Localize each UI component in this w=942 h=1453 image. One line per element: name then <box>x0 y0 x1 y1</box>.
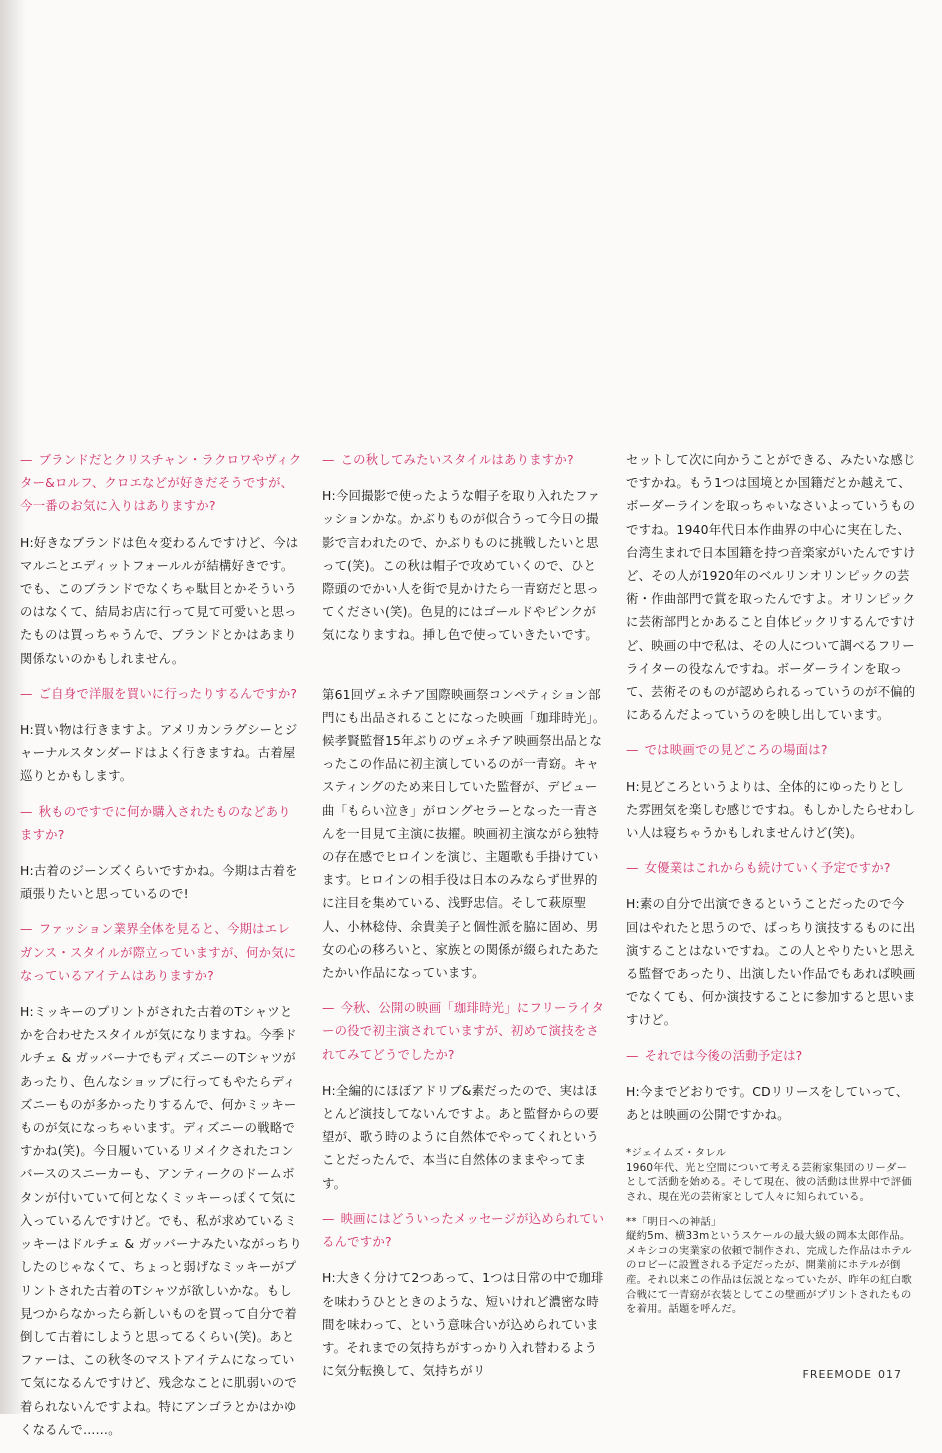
interview-answer: H:全編的にほぼアドリブ&素だったので、実はほとんど演技してないんですよ。あと監督からの要望が、歌う時のように自然体でやってくれということだったんで、本当に自然体のままやってます。 <box>322 1082 599 1191</box>
page-number: 017 <box>878 1368 902 1381</box>
question-dash: — <box>626 860 639 876</box>
interview-question <box>322 996 608 1066</box>
question-text: 今秋、公開の映画「珈琲時光」にフリーライターの役で初主演されていますが、初めて演技をされてみてどうでしたか? <box>322 1000 605 1062</box>
interview-answer: セットして次に向かうことができる、みたいな感じですかね。もう1つは国境とか国籍だとか越えて、ボーダーラインを取っちゃいなさいよっていうものですね。1940年代日本作曲界の中心に実在した、台湾生まれで日本国籍を持つ音楽家がいたんですけど、その人が1920年のベルリンオリンピックの芸術・作曲部門で賞を取ったんですよ。オリンピックに芸術部門とかあること自体ビックリするんですけど、映画の中で私は、その人について調べるフリーライターの役なんですね。ボーダーラインを取って、芸術そのものが認められるっていうのが不偏的にあるんだよっていうのを映し出しています。 <box>626 452 916 723</box>
question-dash: — <box>626 1047 639 1063</box>
interview-answer: H:買い物は行きますよ。アメリカンラグシーとジャーナルスタンダードはよく行きますね。古着屋巡りとかもします。 <box>20 722 298 784</box>
footnote-title-myth: **「明日への神話」 <box>626 1215 722 1228</box>
interview-question <box>626 738 916 761</box>
question-text: ファッション業界全体を見ると、今期はエレガンス・スタイルが際立っていますが、何か気になっているアイテムはありますか? <box>20 921 297 983</box>
question-dash: — <box>626 742 639 758</box>
question-text: この秋してみたいスタイルはありますか? <box>340 452 574 467</box>
question-dash: — <box>20 452 33 467</box>
footnotes <box>626 1146 916 1317</box>
article-column-2 <box>322 448 608 1394</box>
question-text: それでは今後の活動予定は? <box>644 1047 803 1063</box>
interview-question <box>626 1044 916 1067</box>
footnote-title-turrell: *ジェイムズ・タレル <box>626 1147 727 1160</box>
interview-answer: H:ミッキーのプリントがされた古着のTシャツとかを合わせたスタイルが気になりますね。今季ドルチェ & ガッバーナでもディズニーのTシャツがあったり、色んなショップに行ってもやたらディズニーものが多かったりするんで、何かミッキーものが気になっちゃいます。ディズニーの戦略ですかね(笑)。今日履いているリメイクされたコンバースのスニーカーも、アンティークのドームボタンが付いていて何となくミッキーっぽくて気に入っているんですけど。でも、私が求めているミッキーはドルチェ & ガッバーナみたいながっちりしたのじゃなくて、ちょっと弱げなミッキーがプリントされた古着のTシャツが欲しいかな。もし見つからなかったら新しいものを買って自分で着倒して古着にしようと思ってるくらい(笑)。あとファーは、この秋冬のマストアイテムになっていて気になるんですけど、残念なことに肌弱いので着られないんですよね。特にアンゴラとかはかゆくなるんで……。 <box>20 1004 302 1437</box>
interview-answer: H:大きく分けて2つあって、1つは日常の中で珈琲を味わうひとときのような、短いけれど濃密な時間を味わって、という意味合いが込められています。それまでの気持ちがすっかり入れ替わるように気分転換して、気持ちがリ <box>322 1270 604 1379</box>
question-text: 秋ものですでに何か購入されたものなどありますか? <box>20 803 291 842</box>
question-dash: — <box>322 1000 335 1016</box>
interview-question <box>20 917 302 987</box>
article-column-1 <box>20 448 302 1453</box>
question-text: 女優業はこれからも続けていく予定ですか? <box>644 860 891 876</box>
magazine-name: FREEMODE <box>802 1368 872 1381</box>
question-text: 映画にはどういったメッセージが込められているんですか? <box>322 1210 605 1250</box>
question-dash: — <box>322 1210 335 1226</box>
question-text: では映画での見どころの場面は? <box>644 742 828 758</box>
film-introduction: 第61回ヴェネチア国際映画祭コンペティション部門にも出品されることになった映画「珈琲時光」。候孝賢監督15年ぶりのヴェネチア映画祭出品となったこの作品に初主演しているのが一青窈。キャスティングのため来日していた監督が、デビュー曲「もらい泣き」がロングセラーとなった一青さんを一目見て主演に抜擢。映画初主演ながら独特の存在感でヒロインを演じ、主題歌も手掛けています。ヒロインの相手役は日本のみならず世界的に注目を集めている、浅野忠信。そして萩原聖人、小林稔侍、余貴美子と個性派を脇に固め、男女の心の移ろいと、家族との関係が綴られたあたたかい作品になっています。 <box>322 686 606 981</box>
page-footer <box>803 1368 902 1381</box>
footnote-body-myth: 縦約5m、横33mというスケールの最大級の岡本太郎作品。メキシコの実業家の依頼で制作され、完成した作品はホテルのロビーに設置される予定だったが、開業前にホテルが倒産。それ以来この作品は伝説となっていたが、昨年の紅白歌合戦にて一青窈が衣装としてこの壁画がプリントされたものを着用。話題を呼んだ。 <box>626 1230 912 1316</box>
question-dash: — <box>20 921 33 937</box>
question-dash: — <box>322 452 335 467</box>
interview-question <box>20 800 302 846</box>
question-text: ブランドだとクリスチャン・ラクロワやヴィクター&ロルフ、クロエなどが好きだそうですが、今一番のお気に入りはありますか? <box>20 452 302 514</box>
interview-question <box>20 448 302 518</box>
question-text: ご自身で洋服を買いに行ったりするんですか? <box>38 685 298 701</box>
footnote-body-turrell: 1960年代、光と空間について考える芸術家集団のリーダーとして活動を始める。そして現在、彼の活動は世界中で評価され、現在光の芸術家として人々に知られている。 <box>626 1161 912 1204</box>
interview-answer: H:今回撮影で使ったような帽子を取り入れたファッションかな。かぶりものが似合うって今日の撮影で言われたので、かぶりものに挑戦したいと思って(笑)。この秋は帽子で攻めていくので、ひと際頭のでかい人を街で見かけたら一青窈だと思ってください(笑)。色見的にはゴールドやピンクが気になりますね。挿し色で使っていきたいです。 <box>322 488 601 643</box>
article-column-3 <box>626 448 916 1317</box>
question-dash: — <box>20 685 33 701</box>
question-dash: — <box>20 803 33 819</box>
interview-answer: H:好きなブランドは色々変わるんですけど、今はマルニとエディットフォールルが結構好きです。でも、このブランドでなくちゃ駄目とかそういうのはなくて、結局お店に行って見て可愛いと思ったものは買っちゃうんで、ブランドとかはあまり関係ないのかもしれません。 <box>20 534 299 666</box>
column-3-body <box>626 448 916 1126</box>
interview-answer: H:見どころというよりは、全体的にゆったりとした雰囲気を楽しむ感じですね。もしかしたらせわしい人は寝ちゃうかもしれませんけど(笑)。 <box>626 778 916 841</box>
interview-question <box>20 682 302 705</box>
interview-answer: H:古着のジーンズくらいですかね。今期は古着を頑張りたいと思っているので! <box>20 863 298 902</box>
interview-question <box>322 448 608 471</box>
interview-question <box>626 856 916 879</box>
interview-question <box>322 1207 608 1253</box>
interview-answer: H:素の自分で出演できるということだったので今回はやれたと思うので、ばっちり演技するものに出演することはないですね。この人とやりたいと思える監督であったり、出演したい作品でもあれば映画でなくても、何か演技することに参加すると思いますけど。 <box>626 896 916 1028</box>
interview-answer: H:今までどおりです。CDリリースをしていって、あとは映画の公開ですかね。 <box>626 1083 909 1123</box>
